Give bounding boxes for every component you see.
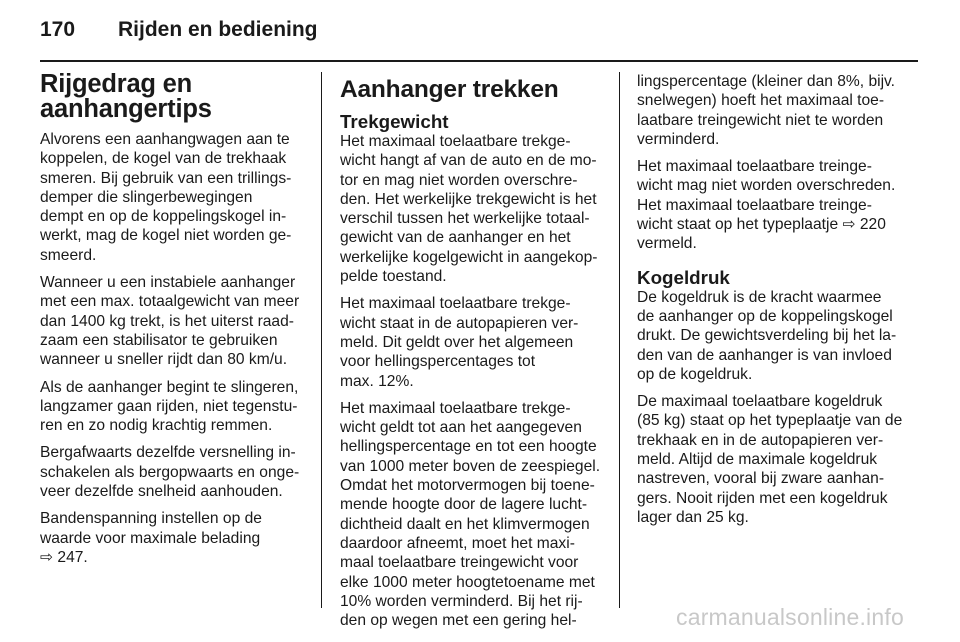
paragraph: Het maximaal toelaatbare trekge- wicht staat in de autopapieren ver- meld. Dit geldt over het algemeen voor hellingspercentages tot max. 12%. xyxy=(340,295,579,390)
section-heading-rijgedrag: Rijgedrag en aanhangertips xyxy=(40,70,212,123)
paragraph: Bergafwaarts dezelfde versnelling in- schakelen als bergopwaarts en onge- veer dezelfde snelheid aanhouden. xyxy=(40,444,300,501)
paragraph: Wanneer u een instabiele aanhanger met een max. totaalgewicht van meer dan 1400 kg trekt, is het uiterst raad- zaam een stabilisator te gebruiken wanneer u sneller rijdt dan 80 km/u. xyxy=(40,274,300,369)
paragraph: lingspercentage (kleiner dan 8%, bijv. snelwegen) hoeft het maximaal toe- laatbare treingewicht niet te worden verminderd. xyxy=(637,73,896,148)
column-divider-1 xyxy=(321,72,322,608)
column-1 xyxy=(40,72,306,575)
watermark-logo: carmanualsonline.info xyxy=(676,604,904,630)
subheading-kogeldruk: Kogeldruk xyxy=(637,266,730,288)
column-3 xyxy=(637,72,903,535)
page-header xyxy=(40,18,920,52)
header-rule xyxy=(40,60,918,62)
paragraph: De maximaal toelaatbare kogeldruk (85 kg) staat op het typeplaatje van de trekhaak en in de autopapieren ver- meld. Altijd de maximale kogeldruk nastreven, vooral bij zware aanhan- gers. Nooit rijden met een kogeldruk lager dan 25 kg. xyxy=(637,393,903,526)
column-2 xyxy=(340,72,604,630)
paragraph: Het maximaal toelaatbare trekge- wicht geldt tot aan het aangegeven hellingspercentage en tot een hoogte van 1000 meter boven de zeespiegel. Omdat het motorvermogen bij toene- mende hoogte door de lagere lucht- dichtheid daalt en het klimvermogen daardoor afneemt, moet het maxi- maal toelaatbare treingewicht voor elke 1000 meter hoogtetoename met 10% worden verminderd. Bij het rij- den op wegen met een gering hel- xyxy=(340,399,601,630)
paragraph: De kogeldruk is de kracht waarmee de aanhanger op de koppelingskogel drukt. De gewichtsverdeling bij het la- den van de aanhanger is van invloed op de kogeldruk. xyxy=(637,288,897,383)
subheading-trekgewicht: Trekgewicht xyxy=(340,111,449,132)
paragraph-cross-reference: Bandenspanning instellen op de waarde voor maximale belading ⇨ 247. xyxy=(40,510,262,566)
paragraph-cross-reference: Het maximaal toelaatbare treinge- wicht mag niet worden overschreden. Het maximaal toelaatbare treinge- wicht staat op het typeplaatje ⇨ 220 vermeld. xyxy=(637,158,896,253)
column-divider-2 xyxy=(619,72,620,608)
paragraph: Alvorens een aanhangwagen aan te koppelen, de kogel van de trekhaak smeren. Bij gebruik van een trillings- demper die slingerbewegingen dempt en op de koppelingskogel in- werkt, mag de kogel niet worden ge- smeerd. xyxy=(40,131,292,264)
paragraph: Het maximaal toelaatbare trekge- wicht hangt af van de auto en de mo- tor en mag niet worden overschre- den. Het werkelijke trekgewicht is het verschil tussen het werkelijke totaal- gewicht van de aanhanger en het werkelijke kogelgewicht in aangekop- pelde toestand. xyxy=(340,133,598,286)
paragraph: Als de aanhanger begint te slingeren, langzamer gaan rijden, niet tegenstu- ren en zo nodig krachtig remmen. xyxy=(40,378,299,435)
page-number: 170 xyxy=(40,18,76,41)
section-heading-aanhanger-trekken: Aanhanger trekken xyxy=(340,76,559,103)
running-title: Rijden en bediening xyxy=(118,18,318,41)
